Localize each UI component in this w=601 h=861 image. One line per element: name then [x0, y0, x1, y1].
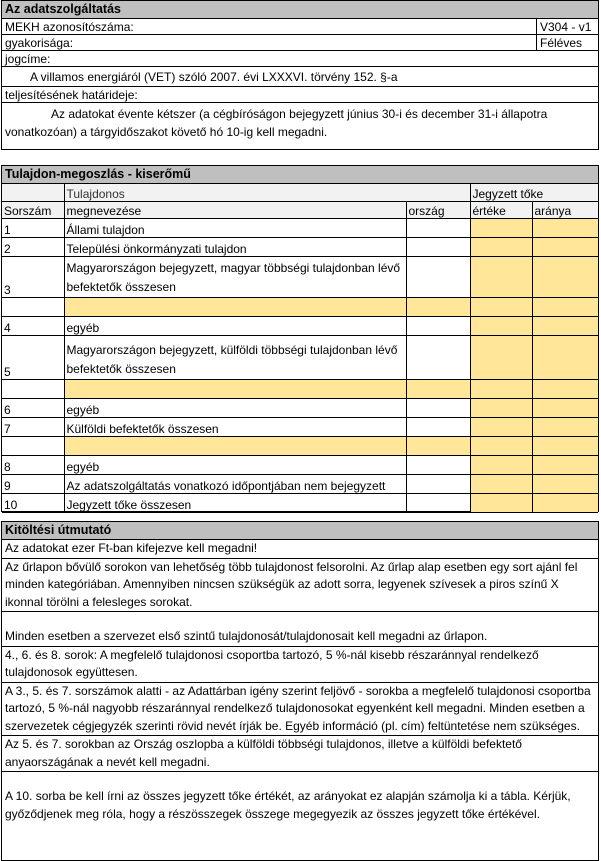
ratio-cell[interactable]	[532, 297, 598, 316]
field-label: teljesítésének határideje:	[5, 88, 138, 102]
ratio-cell[interactable]	[532, 436, 598, 455]
header-country: ország	[406, 201, 470, 218]
table-row	[2, 335, 598, 379]
ratio-cell[interactable]	[532, 455, 598, 474]
table-row	[2, 493, 598, 512]
frequency-value: Féléves	[536, 35, 598, 50]
deadline-label-row	[2, 87, 598, 103]
country-cell[interactable]	[406, 398, 470, 417]
instruction-text: Az 5. és 7. sorokban az Ország oszlopba a külföldi többségi tulajdonos, illetve a külföldi befektető anyaországának a nevét kell megadni.	[2, 736, 598, 772]
instruction-text: Az adatokat ezer Ft-ban kifejezve kell megadni!	[2, 540, 598, 559]
ratio-cell[interactable]	[532, 316, 598, 335]
owner-name-input[interactable]	[64, 436, 406, 455]
row-name: egyéb	[64, 316, 406, 335]
ratio-cell[interactable]	[532, 379, 598, 398]
row-name: Települési önkormányzati tulajdon	[64, 237, 406, 256]
country-cell[interactable]	[406, 218, 470, 237]
header-capital: Jegyzett tőke	[470, 184, 598, 201]
row-number: 5	[2, 335, 64, 379]
table-header-row	[2, 201, 598, 218]
table-row	[2, 417, 598, 436]
section-title: Kitöltési útmutató	[2, 522, 598, 540]
header-value: értéke	[470, 201, 532, 218]
ownership-table	[2, 184, 598, 513]
value-cell[interactable]	[470, 237, 532, 256]
header-ratio: aránya	[532, 201, 598, 218]
header-name: megnevezése	[64, 201, 406, 218]
row-number: 3	[2, 256, 64, 297]
ratio-cell[interactable]	[532, 256, 598, 297]
row-name: Az adatszolgáltatás vonatkozó időpontjában nem bejegyzett	[64, 474, 406, 493]
field-label: gyakorisága:	[5, 36, 74, 50]
table-header-row	[2, 184, 598, 201]
row-number: 4	[2, 316, 64, 335]
row-number: 8	[2, 455, 64, 474]
mekh-id-value: V304 - v1	[536, 19, 598, 34]
value-cell[interactable]	[470, 335, 532, 379]
row-number: 9	[2, 474, 64, 493]
ratio-cell[interactable]	[532, 474, 598, 493]
row-number: 7	[2, 417, 64, 436]
deadline-text: Az adatokat évente kétszer (a cégbíróságon bejegyzett június 30-i és december 31-i állapotra vonatkozóan) a tárgyidőszakot követő hó 10-ig kell megadni.	[5, 107, 548, 139]
row-number: 1	[2, 218, 64, 237]
ratio-cell[interactable]	[532, 335, 598, 379]
ratio-cell[interactable]	[532, 493, 598, 512]
row-name: egyéb	[64, 398, 406, 417]
country-cell[interactable]	[406, 455, 470, 474]
row-name: Magyarországon bejegyzett, magyar többségi tulajdonban lévő befektetők összesen	[64, 256, 406, 297]
instruction-text: A 3., 5. és 7. sorszámok alatti - az Adattárban igény szerint feljövő - sorokba a megfelelő tulajdonosi csoportba tartozó, 5 %-nál nagyobb részaránnyal rendelkező tulajdonosokat egyenként kell megadni. Minden esetben a szervezetek cégjegyzék szerinti rövid nevét írják be. Egyéb információ (pl. cím) feltüntetése nem szükséges.	[2, 683, 598, 737]
owner-country-input[interactable]	[406, 436, 470, 455]
country-cell[interactable]	[406, 256, 470, 297]
country-cell[interactable]	[406, 417, 470, 436]
country-cell[interactable]	[406, 493, 470, 512]
field-label: MEKH azonosítószáma:	[5, 20, 134, 34]
row-name: Állami tulajdon	[64, 218, 406, 237]
instruction-text: 4., 6. és 8. sorok: A megfelelő tulajdonosi csoportba tartozó, 5 %-nál kisebb részaránnyal rendelkező tulajdonosok együttesen.	[2, 647, 598, 683]
value-cell[interactable]	[470, 436, 532, 455]
value-cell[interactable]	[470, 379, 532, 398]
country-cell[interactable]	[406, 474, 470, 493]
table-row	[2, 398, 598, 417]
mekh-id-row	[2, 19, 598, 35]
table-row	[2, 316, 598, 335]
ratio-cell[interactable]	[532, 237, 598, 256]
ownership-section	[1, 165, 599, 512]
table-row	[2, 455, 598, 474]
value-cell[interactable]	[470, 417, 532, 436]
value-cell[interactable]	[470, 316, 532, 335]
row-number: 10	[2, 493, 64, 512]
owner-name-input[interactable]	[64, 379, 406, 398]
value-cell[interactable]	[470, 256, 532, 297]
header-owner: Tulajdonos	[64, 184, 470, 201]
value-cell[interactable]	[470, 493, 532, 512]
value-cell[interactable]	[470, 297, 532, 316]
table-row	[2, 474, 598, 493]
instruction-text: Az űrlapon bővülő sorokon van lehetőség több tulajdonost felsorolni. Az űrlap alap esetben egy sort ajánl fel minden kategóriában. Amennyiben nincsen szükségük az adott sorra, legyenek szívesek a piros színű X ikonnal törölni a felesleges sorokat.	[2, 559, 598, 613]
instruction-text: Minden esetben a szervezet első szintű tulajdonosát/tulajdonosait kell megadni az űrlapon.	[2, 612, 598, 647]
legal-basis-label-row	[2, 51, 598, 67]
row-number: 6	[2, 398, 64, 417]
row-name: Külföldi befektetők összesen	[64, 417, 406, 436]
table-row	[2, 218, 598, 237]
country-cell[interactable]	[406, 316, 470, 335]
expandable-owner-row	[2, 436, 598, 455]
expandable-owner-row	[2, 379, 598, 398]
field-label: jogcíme:	[5, 52, 51, 66]
instructions-section	[1, 521, 599, 861]
row-name: egyéb	[64, 455, 406, 474]
instruction-text: A 10. sorba be kell írni az összes jegyzett tőke értékét, az arányokat ez alapján számolja ki a tábla. Kérjük, győződjenek meg róla, hogy a részösszegek összege megegyezik az összes jegyzett tőke értékével.	[5, 789, 571, 821]
owner-country-input[interactable]	[406, 297, 470, 316]
section-title: Az adatszolgáltatás	[2, 1, 598, 19]
table-row	[2, 237, 598, 256]
ratio-cell[interactable]	[532, 417, 598, 436]
ratio-cell[interactable]	[532, 398, 598, 417]
owner-name-input[interactable]	[64, 297, 406, 316]
row-name: Magyarországon bejegyzett, külföldi többségi tulajdonban lévő befektetők összesen	[64, 335, 406, 379]
row-name: Jegyzett tőke összesen	[64, 493, 406, 512]
row-number: 2	[2, 237, 64, 256]
country-cell[interactable]	[406, 335, 470, 379]
value-cell[interactable]	[470, 455, 532, 474]
section-title: Tulajdon-megoszlás - kiserőmű	[2, 166, 598, 184]
owner-country-input[interactable]	[406, 379, 470, 398]
country-cell[interactable]	[406, 237, 470, 256]
legal-basis-text: A villamos energiáról (VET) szóló 2007. évi LXXXVI. törvény 152. §-a	[2, 67, 598, 87]
frequency-row	[2, 35, 598, 51]
value-cell[interactable]	[470, 218, 532, 237]
value-cell[interactable]	[470, 474, 532, 493]
data-supply-section	[1, 0, 599, 150]
header-serial: Sorszám	[2, 201, 64, 218]
expandable-owner-row	[2, 297, 598, 316]
value-cell[interactable]	[470, 398, 532, 417]
table-row	[2, 256, 598, 297]
ratio-cell[interactable]	[532, 218, 598, 237]
